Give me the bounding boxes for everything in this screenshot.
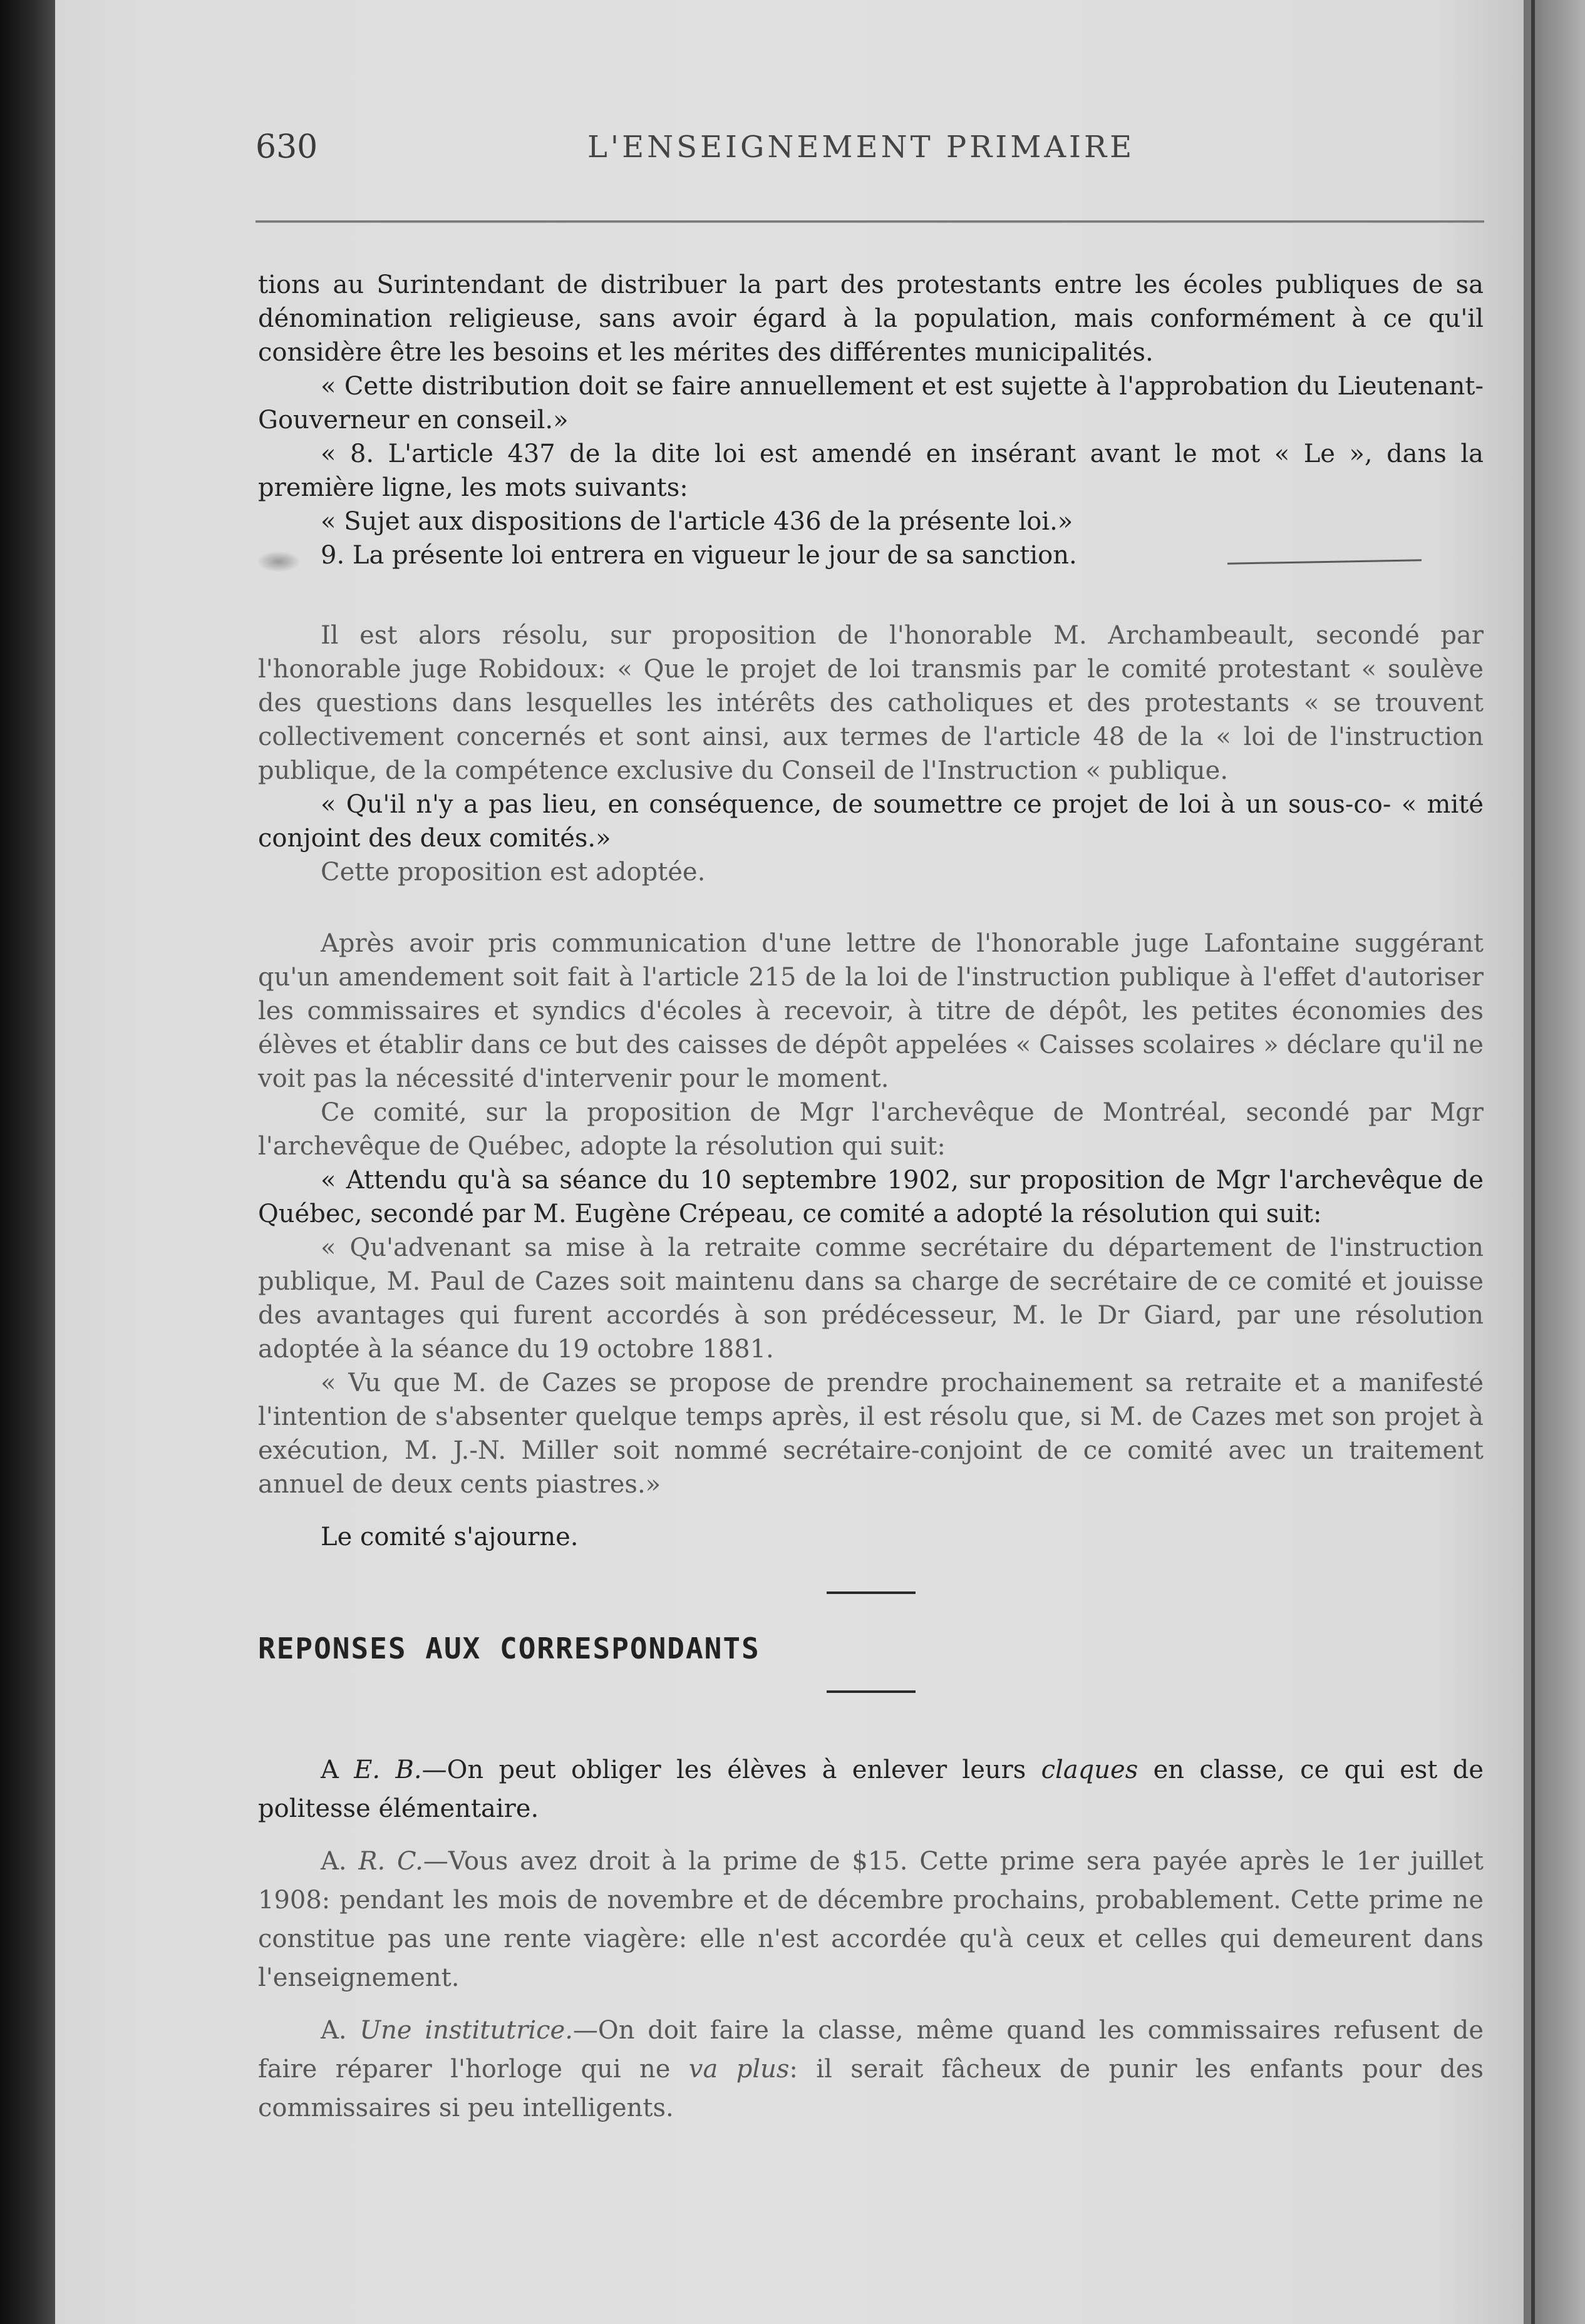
answer-addressee: R. C. xyxy=(358,1847,423,1876)
answer-item xyxy=(258,1751,1484,1828)
header-rule xyxy=(256,220,1484,223)
paragraph: Cette proposition est adoptée. xyxy=(321,858,706,887)
paragraph: 9. La présente loi entrera en vigueur le jour de sa sanction. xyxy=(321,541,1077,570)
running-head: L'ENSEIGNEMENT PRIMAIRE xyxy=(587,130,1135,165)
answer-text-end: : il serait fâcheux de punir les enfants pour des commissaires si peu intelligents. xyxy=(258,2055,1484,2122)
answer-emphasis: va plus xyxy=(688,2055,790,2084)
left-page-edge xyxy=(0,0,55,2324)
answer-item xyxy=(258,2011,1484,2127)
answer-emphasis: claques xyxy=(1041,1756,1138,1784)
page-header xyxy=(256,128,1483,172)
answer-text: —On doit faire la classe, même quand les commissaires refusent de faire réparer l'horloge qui ne xyxy=(258,2016,1484,2084)
section-rule-top xyxy=(827,1591,916,1594)
page-body xyxy=(258,268,1484,2127)
answer-prefix: A xyxy=(321,1756,354,1784)
answer-text: —On peut obliger les élèves à enlever leurs xyxy=(421,1756,1041,1784)
answer-addressee: Une institutrice. xyxy=(359,2016,573,2045)
page-number: 630 xyxy=(256,128,318,166)
answer-text: —Vous avez droit à la prime de $15. Cette prime sera payée après le 1er juillet 1908: pendant les mois de novembre et de décembre prochains, probablement. Cette prime ne constitue pas une rente viagère: elle n'est accordée qu'à ceux et celles qui demeurent dans l'enseignement. xyxy=(258,1847,1484,1992)
paragraph: « Qu'advenant sa mise à la retraite comme secrétaire du département de l'instruction publique, M. Paul de Cazes soit maintenu dans sa charge de secrétaire de ce comité et jouisse des avantages qui furent accordés à son prédécesseur, M. le Dr Giard, par une résolution adoptée à la séance du 19 octobre 1881. xyxy=(258,1233,1484,1364)
answer-addressee: E. B. xyxy=(354,1756,422,1784)
paragraph: tions au Surintendant de distribuer la part des protestants entre les écoles publiques de sa dénomination religieuse, sans avoir égard à la population, mais conformément à ce qu'il considère être les besoins et les mérites des différentes municipalités. xyxy=(258,270,1484,367)
answer-prefix: A. xyxy=(321,2016,360,2045)
paragraph: « Sujet aux dispositions de l'article 436 de la présente loi.» xyxy=(321,507,1073,536)
section-title: REPONSES AUX CORRESPONDANTS xyxy=(258,1632,760,1665)
paragraph: Il est alors résolu, sur proposition de l'honorable M. Archambeault, secondé par l'honorable juge Robidoux: « Que le projet de loi transmis par le comité protestant « soulève des questions dans lesquelles les intérêts des catholiques et des protestants « se trouvent collectivement concernés et sont ainsi, aux termes de l'article 48 de la « loi de l'instruction publique, de la compétence exclusive du Conseil de l'Instruction « publique. xyxy=(258,621,1484,785)
paragraph: « 8. L'article 437 de la dite loi est amendé en insérant avant le mot « Le », dans la première ligne, les mots suivants: xyxy=(258,440,1484,502)
section-rule-bottom xyxy=(827,1690,916,1693)
paragraph: « Vu que M. de Cazes se propose de prendre prochainement sa retraite et a manifesté l'intention de s'absenter quelque temps après, il est résolu que, si M. de Cazes met son projet à exécution, M. J.-N. Miller soit nommé secrétaire-conjoint de ce comité avec un traitement annuel de deux cents piastres.» xyxy=(258,1369,1484,1499)
paragraph: Ce comité, sur la proposition de Mgr l'archevêque de Montréal, secondé par Mgr l'archevêque de Québec, adopte la résolution qui suit: xyxy=(258,1098,1484,1161)
answer-prefix: A. xyxy=(321,1847,359,1876)
paragraph: « Attendu qu'à sa séance du 10 septembre 1902, sur proposition de Mgr l'archevêque de Québec, secondé par M. Eugène Crépeau, ce comité a adopté la résolution qui suit: xyxy=(258,1166,1484,1228)
paragraph: « Cette distribution doit se faire annuellement et est sujette à l'approbation du Lieutenant-Gouverneur en conseil.» xyxy=(258,372,1484,434)
answer-item xyxy=(258,1842,1484,1997)
closing-line: Le comité s'ajourne. xyxy=(321,1523,579,1551)
right-page-edge xyxy=(1524,0,1585,2324)
answer-text-end: en classe, ce qui est de politesse élémentaire. xyxy=(258,1756,1484,1823)
paragraph: Après avoir pris communication d'une lettre de l'honorable juge Lafontaine suggérant qu'un amendement soit fait à l'article 215 de la loi de l'instruction publique à l'effet d'autoriser les commissaires et syndics d'écoles à recevoir, à titre de dépôt, les petites économies des élèves et établir dans ce but des caisses de dépôt appelées « Caisses scolaires » déclare qu'il ne voit pas la nécessité d'intervenir pour le moment. xyxy=(258,929,1484,1093)
paragraph: « Qu'il n'y a pas lieu, en conséquence, de soumettre ce projet de loi à un sous-co- « mité conjoint des deux comités.» xyxy=(258,790,1484,853)
